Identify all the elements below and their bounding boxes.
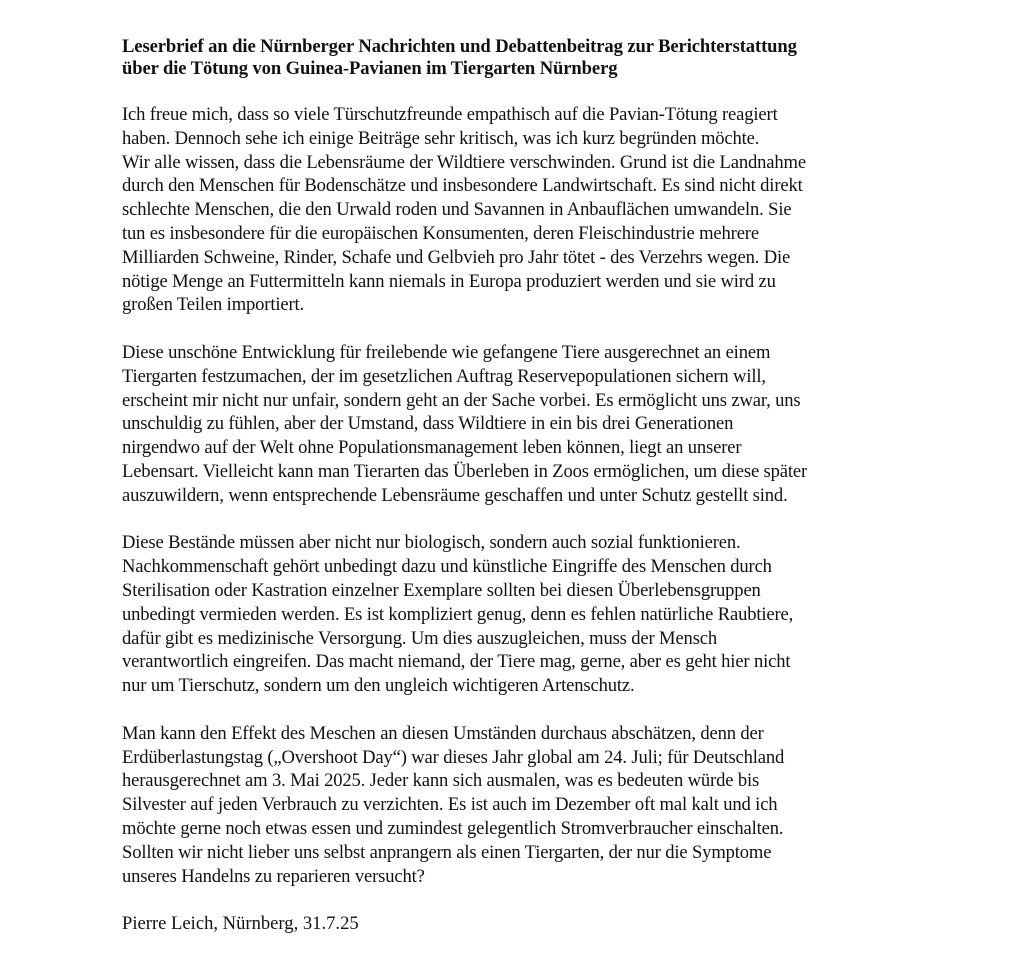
text-line: großen Teilen importiert. [122,294,305,316]
text-line: unschuldig zu fühlen, aber der Umstand, dass Wildtiere in ein bis drei Generationen [122,413,734,435]
title-line: über die Tötung von Guinea-Pavianen im Tiergarten Nürnberg [122,58,618,79]
text-line: dafür gibt es medizinische Versorgung. Um dies auszugleichen, muss der Mensch [122,627,718,649]
text-line: Erdüberlastungstag („Overshoot Day“) war dieses Jahr global am 24. Juli; für Deutschland [122,746,785,768]
paragraph-3 [122,531,922,698]
text-line: Diese unschöne Entwicklung für freilebende wie gefangene Tiere ausgerechnet an einem [122,341,771,363]
text-line: herausgerechnet am 3. Mai 2025. Jeder kann sich ausmalen, was es bedeuten würde bis [122,770,760,792]
text-line: Tiergarten festzumachen, der im gesetzlichen Auftrag Reservepopulationen sichern will, [122,365,766,387]
signature: Pierre Leich, Nürnberg, 31.7.25 [122,913,359,935]
text-line: schlechte Menschen, die den Urwald roden und Savannen in Anbauflächen umwandeln. Sie [122,199,792,221]
text-line: Sterilisation oder Kastration einzelner Exemplare sollten bei diesen Überlebensgruppen [122,579,761,601]
letter-title [122,36,922,80]
text-line: Nachkommenschaft gehört unbedingt dazu und künstliche Eingriffe des Menschen durch [122,556,772,578]
text-line: Wir alle wissen, dass die Lebensräume der Wildtiere verschwinden. Grund ist die Landnahme [122,151,806,173]
text-line: tun es insbesondere für die europäischen Konsumenten, deren Fleischindustrie mehrere [122,222,759,244]
text-line: unseres Handelns zu reparieren versucht? [122,865,425,887]
paragraph-4 [122,722,922,889]
text-line: verantwortlich eingreifen. Das macht niemand, der Tiere mag, gerne, aber es geht hier nicht [122,651,791,673]
letter-document [122,36,922,936]
text-line: unbedingt vermieden werden. Es ist kompliziert genug, denn es fehlen natürliche Raubtiere, [122,603,794,625]
text-line: Sollten wir nicht lieber uns selbst anprangern als einen Tiergarten, der nur die Symptome [122,841,772,863]
paragraph-1 [122,103,922,317]
paragraph-2 [122,341,922,508]
text-line: Silvester auf jeden Verbrauch zu verzichten. Es ist auch im Dezember oft mal kalt und ich [122,794,778,816]
text-line: nur um Tierschutz, sondern um den ungleich wichtigeren Artenschutz. [122,675,635,697]
text-line: Diese Bestände müssen aber nicht nur biologisch, sondern auch sozial funktionieren. [122,532,741,554]
text-line: erscheint mir nicht nur unfair, sondern geht an der Sache vorbei. Es ermöglicht uns zwar, uns [122,389,801,411]
text-line: auszuwildern, wenn entsprechende Lebensräume geschaffen und unter Schutz gestellt sind. [122,484,788,506]
text-line: Milliarden Schweine, Rinder, Schafe und Gelbvieh pro Jahr tötet - des Verzehrs wegen. Die [122,246,791,268]
text-line: nirgendwo auf der Welt ohne Populationsmanagement leben können, liegt an unserer [122,437,742,459]
title-line: Leserbrief an die Nürnberger Nachrichten und Debattenbeitrag zur Berichterstattung [122,36,797,57]
text-line: nötige Menge an Futtermitteln kann niemals in Europa produziert werden und sie wird zu [122,270,776,292]
text-line: Man kann den Effekt des Meschen an diesen Umständen durchaus abschätzen, denn der [122,722,764,744]
text-line: durch den Menschen für Bodenschätze und insbesondere Landwirtschaft. Es sind nicht direkt [122,175,803,197]
text-line: Ich freue mich, dass so viele Türschutzfreunde empathisch auf die Pavian-Tötung reagiert [122,104,778,125]
text-line: haben. Dennoch sehe ich einige Beiträge sehr kritisch, was ich kurz begründen möchte. [122,127,760,149]
text-line: möchte gerne noch etwas essen und zumindest gelegentlich Stromverbraucher einschalten. [122,817,784,839]
text-line: Lebensart. Vielleicht kann man Tierarten das Überleben in Zoos ermöglichen, um diese später [122,460,808,482]
